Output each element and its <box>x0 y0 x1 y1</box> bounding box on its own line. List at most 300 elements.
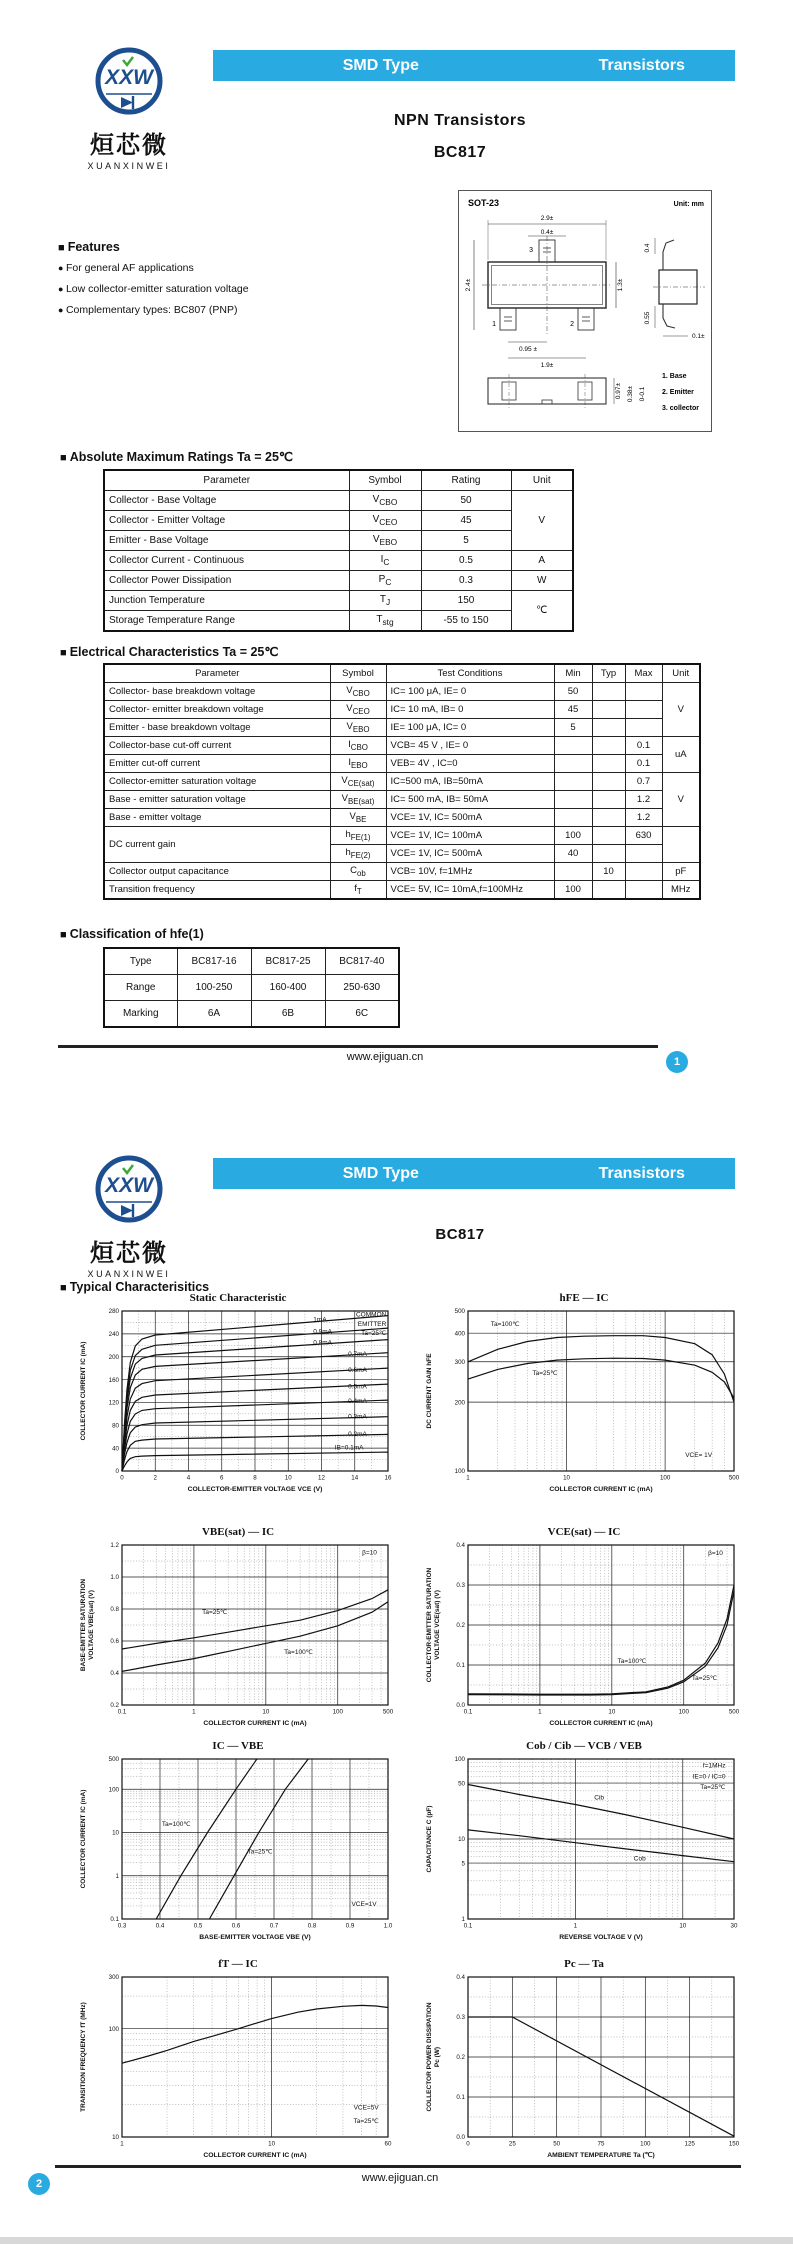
features-heading: ■ Features <box>58 240 358 254</box>
y-tick-label: 0.2 <box>110 1702 119 1710</box>
column-header: Symbol <box>349 470 421 491</box>
x-tick-label: 10 <box>262 1708 270 1716</box>
column-header: Symbol <box>330 664 386 683</box>
typical-characteristics-heading: ■ Typical Characterisitics <box>60 1280 209 1294</box>
x-tick-label: 500 <box>382 1708 394 1716</box>
logo-mark-icon <box>90 44 168 122</box>
table-cell: $V_{BE(sat)}$ <box>330 791 386 809</box>
x-tick-label: 16 <box>384 1474 392 1482</box>
column-header: Min <box>554 664 592 683</box>
dim-label: 0.55 <box>644 311 651 325</box>
package-side-view <box>653 238 705 336</box>
y-tick-label: 1 <box>115 1872 119 1880</box>
x-tick-label: 500 <box>728 1708 740 1716</box>
table-cell <box>625 701 662 719</box>
y-tick-label: 0.1 <box>456 2094 465 2102</box>
table-cell: uA <box>662 737 700 773</box>
feature-item: ● Low collector-emitter saturation voltage <box>58 283 358 295</box>
series-curve <box>468 1358 734 1398</box>
company-logo <box>74 1152 184 1279</box>
x-tick-label: 4 <box>186 1474 191 1482</box>
x-tick-label: 30 <box>730 1922 738 1930</box>
table-cell: 0.1 <box>625 737 662 755</box>
table-cell: V <box>662 773 700 827</box>
x-axis-label: COLLECTOR CURRENT IC (mA) <box>549 1486 653 1493</box>
curve-label: VCE=5V <box>353 2104 379 2112</box>
column-header: Rating <box>421 470 511 491</box>
x-tick-label: 0 <box>466 2140 470 2148</box>
x-tick-label: 0.1 <box>117 1708 127 1716</box>
y-tick-label: 200 <box>454 1399 465 1407</box>
column-header: Unit <box>662 664 700 683</box>
x-tick-label: 0.7 <box>269 1922 279 1930</box>
table-cell: Transition frequency <box>104 881 330 900</box>
x-tick-label: 1 <box>573 1922 578 1930</box>
pin-number: 3 <box>529 247 533 254</box>
table-cell <box>592 755 625 773</box>
table-cell: 6A <box>177 1001 251 1028</box>
x-tick-label: 12 <box>318 1474 325 1482</box>
y-tick-label: 0.3 <box>456 2014 465 2022</box>
y-tick-label: 80 <box>112 1422 119 1430</box>
curve-label: 0.9mA <box>313 1328 332 1336</box>
curve-label: 0.3mA <box>348 1413 367 1421</box>
pin-legend-collector: 3. collector <box>662 405 699 412</box>
classification-table <box>103 947 400 1028</box>
curve-label: 0.7mA <box>348 1351 367 1359</box>
curve-label: Ta=100℃ <box>617 1658 647 1665</box>
curve-label: Ta=25℃ <box>353 2117 379 2125</box>
chart-plot <box>424 1305 744 1495</box>
table-cell: 0.3 <box>421 571 511 591</box>
table-cell: 10 <box>592 863 625 881</box>
table-cell: Junction Temperature <box>104 591 349 611</box>
table-cell <box>592 881 625 900</box>
table-cell: Collector- emitter breakdown voltage <box>104 701 330 719</box>
dim-label: 0.38± <box>627 385 634 403</box>
table-cell: Marking <box>104 1001 177 1028</box>
curve-label: 0.4mA <box>348 1398 367 1405</box>
table-cell: $I_{EBO}$ <box>330 755 386 773</box>
chart-plot <box>78 1305 398 1495</box>
x-tick-label: 25 <box>508 2140 516 2148</box>
y-tick-label: 10 <box>458 1836 465 1844</box>
table-cell: $T_J$ <box>349 591 421 611</box>
table-cell: 0.1 <box>625 755 662 773</box>
y-tick-label: 240 <box>108 1331 119 1339</box>
table-cell <box>625 881 662 900</box>
table-cell <box>592 773 625 791</box>
curve-label: IB=0.1mA <box>334 1444 364 1452</box>
page1-title-line1: NPN Transistors <box>394 112 526 129</box>
table-cell: VEB= 4V , IC=0 <box>386 755 554 773</box>
y-tick-label: 100 <box>454 1468 465 1476</box>
column-header: Typ <box>592 664 625 683</box>
table-cell: Storage Temperature Range <box>104 611 349 632</box>
table-cell: BC817-16 <box>177 948 251 975</box>
x-tick-label: 10 <box>608 1708 616 1716</box>
feature-item: ● For general AF applications <box>58 262 358 274</box>
y-tick-label: 10 <box>112 2134 119 2142</box>
y-tick-label: 50 <box>458 1780 465 1788</box>
x-tick-label: 14 <box>351 1474 359 1482</box>
banner-transistors: Transistors <box>598 1164 685 1182</box>
y-tick-label: 100 <box>108 2025 119 2033</box>
y-tick-label: 280 <box>108 1308 119 1316</box>
page2-title: BC817 <box>435 1226 485 1243</box>
table-cell: -55 to 150 <box>421 611 511 632</box>
x-tick-label: 0.1 <box>463 1922 473 1930</box>
table-cell <box>554 809 592 827</box>
chart-plot <box>78 1753 398 1943</box>
table-cell: BC817-25 <box>251 948 325 975</box>
x-tick-label: 0.4 <box>155 1922 165 1930</box>
data-table <box>103 663 701 900</box>
table-cell: 1.2 <box>625 809 662 827</box>
table-cell: $I_{CBO}$ <box>330 737 386 755</box>
y-tick-label: 500 <box>108 1756 119 1764</box>
y-tick-label: 400 <box>454 1330 465 1338</box>
y-tick-label: 1 <box>461 1916 465 1924</box>
table-cell: Collector Current - Continuous <box>104 551 349 571</box>
series-curve <box>122 2005 388 2063</box>
table-cell: 0.5 <box>421 551 511 571</box>
column-header: Max <box>625 664 662 683</box>
page-number-badge: 2 <box>28 2173 50 2195</box>
table-cell: Base - emitter voltage <box>104 809 330 827</box>
column-header: Unit <box>511 470 573 491</box>
x-tick-label: 8 <box>253 1474 257 1482</box>
x-tick-label: 150 <box>728 2140 740 2148</box>
dim-label: 0.4± <box>540 229 554 236</box>
table-cell: pF <box>662 863 700 881</box>
chart-title: IC — VBE <box>212 1740 264 1752</box>
table-cell: $T_{stg}$ <box>349 611 421 632</box>
ec-heading: ■ Electrical Characteristics Ta = 25℃ <box>60 644 278 659</box>
dim-label: 0.1± <box>692 333 705 340</box>
page-number-badge: 1 <box>666 1051 688 1073</box>
table-cell: $V_{CBO}$ <box>349 491 421 511</box>
x-tick-label: 0 <box>120 1474 124 1482</box>
pin-legend-emitter: 2. Emitter <box>662 389 694 396</box>
table-cell: VCB= 10V, f=1MHz <box>386 863 554 881</box>
table-cell: Range <box>104 975 177 1001</box>
chart-title: Pc — Ta <box>564 1958 604 1970</box>
y-tick-label: 500 <box>454 1308 465 1316</box>
column-header: Parameter <box>104 664 330 683</box>
chart-title: Cob / Cib — VCB / VEB <box>526 1740 642 1752</box>
y-tick-label: 0.3 <box>456 1582 465 1590</box>
header-banner <box>213 50 735 81</box>
y-tick-label: 300 <box>108 1974 119 1982</box>
table-cell <box>592 827 625 845</box>
x-axis-label: REVERSE VOLTAGE V (V) <box>559 1934 643 1941</box>
table-cell: DC current gain <box>104 827 330 863</box>
dim-label: 0.4 <box>644 243 651 253</box>
table-cell: IC= 100 μA, IE= 0 <box>386 683 554 701</box>
x-tick-label: 0.5 <box>193 1922 203 1930</box>
pin-legend-base: 1. Base <box>662 373 687 380</box>
table-cell: Collector output capacitance <box>104 863 330 881</box>
series-curve <box>122 1602 388 1672</box>
table-cell <box>554 863 592 881</box>
y-tick-label: 0.2 <box>456 1622 465 1630</box>
chart-static-characteristic <box>78 1292 398 1500</box>
x-tick-label: 1.0 <box>383 1922 393 1930</box>
y-axis-label: VOLTAGE VCE(sat) (V) <box>434 1590 441 1660</box>
x-axis-label: COLLECTOR CURRENT IC (mA) <box>203 1720 307 1727</box>
y-tick-label: 5 <box>461 1860 465 1868</box>
logo-english-name: XUANXINWEI <box>87 161 171 171</box>
y-tick-label: 1.0 <box>110 1574 119 1582</box>
table-cell: 630 <box>625 827 662 845</box>
table-cell: 45 <box>421 511 511 531</box>
banner-transistors: Transistors <box>598 56 685 74</box>
y-axis-label: COLLECTOR CURRENT IC (mA) <box>80 1789 87 1889</box>
dim-label: 1.3± <box>617 278 624 292</box>
y-tick-label: 100 <box>108 1786 119 1794</box>
x-tick-label: 75 <box>597 2140 605 2148</box>
table-cell <box>592 683 625 701</box>
y-axis-label: COLLECTOR POWER DISSIPATION <box>426 2002 433 2112</box>
y-axis-label: DC CURRENT GAIN hFE <box>426 1353 433 1429</box>
table-cell: Collector- base breakdown voltage <box>104 683 330 701</box>
table-cell: A <box>511 551 573 571</box>
chart-hfe-vs-ic <box>424 1292 744 1500</box>
plot-border <box>468 1311 734 1471</box>
dim-label: 2.9± <box>540 215 554 222</box>
table-cell <box>592 791 625 809</box>
x-axis-label: BASE-EMITTER VOLTAGE VBE (V) <box>199 1934 311 1941</box>
table-cell: Collector - Emitter Voltage <box>104 511 349 531</box>
y-tick-label: 0.4 <box>110 1670 119 1678</box>
series-curve <box>468 1785 734 1840</box>
x-tick-label: 500 <box>728 1474 740 1482</box>
x-tick-label: 60 <box>384 2140 392 2148</box>
chart-ft-vs-ic <box>78 1958 398 2166</box>
table-cell: 100 <box>554 827 592 845</box>
table-cell: ℃ <box>511 591 573 632</box>
curve-label: EMITTER <box>357 1320 387 1328</box>
table-cell <box>592 845 625 863</box>
table-cell: Type <box>104 948 177 975</box>
y-tick-label: 120 <box>108 1399 119 1407</box>
table-cell: $P_C$ <box>349 571 421 591</box>
table-cell: $V_{CEO}$ <box>330 701 386 719</box>
table-cell: VCB= 45 V , IE= 0 <box>386 737 554 755</box>
table-cell: 100-250 <box>177 975 251 1001</box>
table-cell: IE= 100 μA, IC= 0 <box>386 719 554 737</box>
curve-label: VCE= 1V <box>685 1452 713 1460</box>
table-cell: $V_{CEO}$ <box>349 511 421 531</box>
curve-label: Cib <box>594 1794 605 1802</box>
x-tick-label: 1 <box>192 1708 196 1716</box>
logo-chinese-name: 烜芯微 <box>90 1240 168 1267</box>
classification-heading: ■ Classification of hfe(1) <box>60 927 204 941</box>
table-cell: IC=500 mA, IB=50mA <box>386 773 554 791</box>
table-cell: 150 <box>421 591 511 611</box>
table-cell: 5 <box>421 531 511 551</box>
x-tick-label: 100 <box>678 1708 689 1716</box>
table-cell <box>592 809 625 827</box>
x-tick-label: 50 <box>553 2140 561 2148</box>
table-cell: 50 <box>554 683 592 701</box>
y-tick-label: 0.4 <box>456 1542 465 1550</box>
page-edge-strip <box>0 2237 793 2244</box>
column-header: Test Conditions <box>386 664 554 683</box>
data-table <box>103 469 574 632</box>
package-unit-label: Unit: mm <box>673 201 704 208</box>
table-cell: Emitter cut-off current <box>104 755 330 773</box>
footer-url: www.ejiguan.cn <box>346 1051 424 1063</box>
dim-label: 0.95 ± <box>518 346 538 353</box>
y-axis-label: TRANSITION FREQUENCY fT (MHz) <box>80 2002 87 2112</box>
curve-label: β=10 <box>362 1549 377 1557</box>
curve-label: 0.2mA <box>348 1431 367 1439</box>
footer-url: www.ejiguan.cn <box>361 2172 439 2184</box>
table-cell: MHz <box>662 881 700 900</box>
x-tick-label: 1 <box>538 1708 542 1716</box>
curve-label: Ta=25℃ <box>247 1848 273 1856</box>
table-cell: 1.2 <box>625 791 662 809</box>
x-tick-label: 100 <box>659 1474 671 1482</box>
table-cell <box>554 755 592 773</box>
chart-title: fT — IC <box>218 1958 258 1970</box>
y-tick-label: 100 <box>454 1756 465 1764</box>
table-cell: 6C <box>325 1001 399 1028</box>
table-cell: BC817-40 <box>325 948 399 975</box>
x-axis-label: COLLECTOR CURRENT IC (mA) <box>549 1720 653 1727</box>
table-cell: 6B <box>251 1001 325 1028</box>
chart-title: VBE(sat) — IC <box>201 1526 275 1538</box>
y-tick-label: 300 <box>454 1358 465 1366</box>
curve-label: Ta=25℃ <box>361 1330 387 1337</box>
curve-label: COMMON <box>355 1311 387 1319</box>
table-cell: Base - emitter saturation voltage <box>104 791 330 809</box>
y-axis-label: COLLECTOR-EMITTER SATURATION <box>426 1567 433 1683</box>
curve-label: Ta=100℃ <box>284 1648 313 1656</box>
table-cell: Emitter - Base Voltage <box>104 531 349 551</box>
x-tick-label: 0.1 <box>463 1708 473 1716</box>
table-cell: $I_C$ <box>349 551 421 571</box>
y-axis-label: Pc (W) <box>434 2046 441 2068</box>
chart-vcesat-vs-ic <box>424 1526 744 1734</box>
table-cell: IC= 10 mA, IB= 0 <box>386 701 554 719</box>
chart-plot <box>424 1539 744 1729</box>
y-tick-label: 40 <box>112 1445 119 1453</box>
curve-label: Cob <box>633 1855 646 1863</box>
curve-label: Ta=25℃ <box>700 1784 726 1792</box>
chart-capacitance-vs-voltage <box>424 1740 744 1948</box>
table-cell: IC= 500 mA, IB= 50mA <box>386 791 554 809</box>
table-cell: V <box>662 683 700 737</box>
y-tick-label: 0.8 <box>110 1606 119 1614</box>
chart-plot <box>78 1539 398 1729</box>
chart-plot <box>424 1753 744 1943</box>
x-tick-label: 0.3 <box>117 1922 127 1930</box>
table-cell: V <box>511 491 573 551</box>
table-cell <box>554 773 592 791</box>
table-cell: 0.7 <box>625 773 662 791</box>
table-cell: Collector-emitter saturation voltage <box>104 773 330 791</box>
table-cell: VCE= 1V, IC= 500mA <box>386 809 554 827</box>
table-cell: $V_{CE(sat)}$ <box>330 773 386 791</box>
table-cell <box>662 827 700 863</box>
footer-rule <box>58 1045 658 1048</box>
table-cell <box>592 719 625 737</box>
table-cell: Collector - Base Voltage <box>104 491 349 511</box>
table-cell <box>554 791 592 809</box>
table-cell: 40 <box>554 845 592 863</box>
dim-label: 0.97± <box>615 382 622 400</box>
pin-number: 1 <box>492 321 496 328</box>
table-cell: W <box>511 571 573 591</box>
x-tick-label: 0.9 <box>345 1922 355 1930</box>
x-tick-label: 1 <box>466 1474 470 1482</box>
series-curve <box>468 1336 734 1402</box>
y-tick-label: 0.0 <box>456 2134 465 2142</box>
y-tick-label: 1.2 <box>110 1542 119 1550</box>
chart-plot <box>78 1971 398 2161</box>
table-cell <box>592 737 625 755</box>
curve-label: Ta=100℃ <box>490 1320 520 1328</box>
curve-label: Ta=25℃ <box>532 1370 558 1378</box>
y-tick-label: 0.0 <box>456 1702 465 1710</box>
y-tick-label: 0.6 <box>110 1638 119 1646</box>
header-banner <box>213 1158 735 1189</box>
curve-label: Ta=25℃ <box>202 1608 228 1616</box>
plot-border <box>122 1977 388 2137</box>
company-logo <box>74 44 184 171</box>
curve-label: 0.8mA <box>313 1339 332 1347</box>
chart-ic-vs-vbe <box>78 1740 398 1948</box>
page1-title-line2: BC817 <box>433 144 487 161</box>
logo-mark-text: XXW <box>105 66 153 89</box>
table-cell: Collector-base cut-off current <box>104 737 330 755</box>
x-tick-label: 10 <box>284 1474 292 1482</box>
y-tick-label: 10 <box>112 1829 119 1837</box>
curve-label: Ta=100℃ <box>161 1821 191 1829</box>
table-cell: $V_{EBO}$ <box>330 719 386 737</box>
feature-item: ● Complementary types: BC807 (PNP) <box>58 304 358 316</box>
y-axis-label: CAPACITANCE C (pF) <box>426 1805 433 1873</box>
logo-mark-text: XXW <box>105 1174 153 1197</box>
features-section <box>58 240 358 325</box>
table-cell: $f_T$ <box>330 881 386 900</box>
dim-label: 1.9± <box>540 362 554 369</box>
x-tick-label: 6 <box>220 1474 224 1482</box>
y-tick-label: 0.4 <box>456 1974 465 1982</box>
package-bottom-view <box>488 374 614 410</box>
table-cell: VCE= 1V, IC= 100mA <box>386 827 554 845</box>
table-cell: 45 <box>554 701 592 719</box>
curve-label: Ta=25℃ <box>691 1675 718 1683</box>
table-cell: $V_{CBO}$ <box>330 683 386 701</box>
data-table <box>103 947 400 1028</box>
chart-title: hFE — IC <box>559 1292 609 1304</box>
chart-vbesat-vs-ic <box>78 1526 398 1734</box>
x-axis-label: COLLECTOR-EMITTER VOLTAGE VCE (V) <box>187 1486 323 1493</box>
table-cell: $C_{ob}$ <box>330 863 386 881</box>
table-cell: VCE= 1V, IC= 500mA <box>386 845 554 863</box>
series-curve <box>122 1590 388 1649</box>
curve-label: 1mA <box>313 1316 327 1324</box>
table-cell: 100 <box>554 881 592 900</box>
x-tick-label: 10 <box>268 2140 276 2148</box>
y-axis-label: VOLTAGE VBE(sat) (V) <box>88 1590 95 1660</box>
y-axis-label: BASE-EMITTER SATURATION <box>80 1578 87 1672</box>
table-cell: Emitter - base breakdown voltage <box>104 719 330 737</box>
